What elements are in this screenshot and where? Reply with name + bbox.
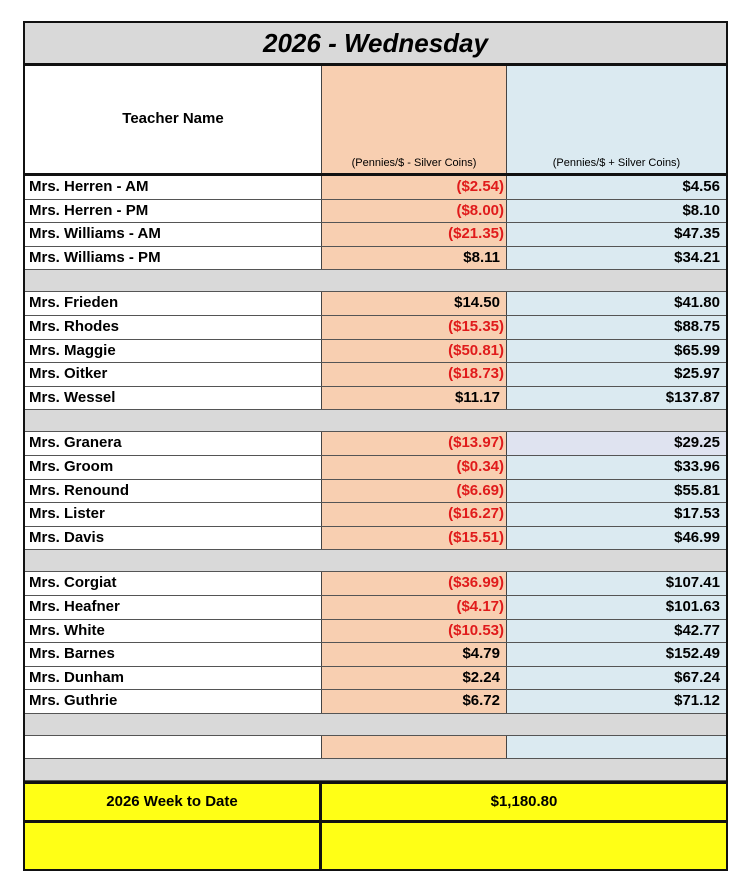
plus-amount-cell[interactable]: $107.41 — [507, 572, 726, 595]
minus-amount-cell[interactable]: ($16.27) — [322, 503, 507, 526]
minus-amount-cell[interactable]: ($0.34) — [322, 456, 507, 479]
minus-amount-cell[interactable]: ($15.35) — [322, 316, 507, 339]
plus-amount-cell[interactable]: $88.75 — [507, 316, 726, 339]
plus-amount-cell[interactable]: $33.96 — [507, 456, 726, 479]
teacher-name-cell[interactable]: Mrs. Barnes — [25, 643, 322, 666]
plus-amount-cell[interactable]: $4.56 — [507, 176, 726, 199]
plus-amount-cell[interactable]: $137.87 — [507, 387, 726, 410]
teacher-name-cell[interactable]: Mrs. White — [25, 620, 322, 643]
minus-amount-cell[interactable]: ($15.51) — [322, 527, 507, 550]
empty-summary-cell — [25, 823, 322, 869]
plus-amount-cell[interactable]: $29.25 — [507, 432, 726, 455]
separator-row — [25, 410, 726, 432]
teacher-name-cell[interactable]: Mrs. Davis — [25, 527, 322, 550]
minus-amount-cell[interactable]: $11.17 — [322, 387, 507, 410]
plus-amount-cell[interactable]: $152.49 — [507, 643, 726, 666]
table-row — [25, 643, 726, 667]
table-row — [25, 247, 726, 271]
plus-amount-cell[interactable]: $55.81 — [507, 480, 726, 503]
plus-amount-cell[interactable]: $25.97 — [507, 363, 726, 386]
teacher-name-cell[interactable]: Mrs. Heafner — [25, 596, 322, 619]
plus-amount-cell[interactable]: $41.80 — [507, 292, 726, 315]
plus-amount-cell[interactable]: $46.99 — [507, 527, 726, 550]
separator-row — [25, 270, 726, 292]
teacher-name-header: Teacher Name — [25, 66, 322, 173]
teacher-name-cell[interactable]: Mrs. Corgiat — [25, 572, 322, 595]
table-row — [25, 596, 726, 620]
separator-row — [25, 714, 726, 736]
minus-amount-cell[interactable]: $6.72 — [322, 690, 507, 713]
empty-summary-cell — [322, 823, 726, 869]
teacher-name-cell[interactable]: Mrs. Williams - AM — [25, 223, 322, 246]
teacher-name-cell[interactable]: Mrs. Wessel — [25, 387, 322, 410]
week-to-date-label: 2026 Week to Date — [25, 784, 322, 820]
table-row — [25, 503, 726, 527]
minus-amount-cell[interactable] — [322, 736, 507, 759]
minus-amount-cell[interactable]: ($8.00) — [322, 200, 507, 223]
week-to-date-row — [25, 781, 726, 820]
teacher-name-cell[interactable]: Mrs. Lister — [25, 503, 322, 526]
teacher-name-cell[interactable]: Mrs. Guthrie — [25, 690, 322, 713]
teacher-name-cell[interactable] — [25, 736, 322, 759]
plus-amount-cell[interactable]: $67.24 — [507, 667, 726, 690]
table-body — [25, 176, 726, 759]
minus-amount-cell[interactable]: ($4.17) — [322, 596, 507, 619]
table-row — [25, 620, 726, 644]
plus-column-header: (Pennies/$ + Silver Coins) — [507, 66, 726, 173]
header-row — [25, 66, 726, 176]
teacher-name-cell[interactable]: Mrs. Granera — [25, 432, 322, 455]
minus-amount-cell[interactable]: $8.11 — [322, 247, 507, 270]
minus-amount-cell[interactable]: ($18.73) — [322, 363, 507, 386]
table-row — [25, 387, 726, 411]
plus-amount-cell[interactable]: $8.10 — [507, 200, 726, 223]
table-row — [25, 667, 726, 691]
teacher-name-cell[interactable]: Mrs. Herren - PM — [25, 200, 322, 223]
minus-amount-cell[interactable]: ($13.97) — [322, 432, 507, 455]
plus-amount-cell[interactable]: $47.35 — [507, 223, 726, 246]
table-row — [25, 316, 726, 340]
teacher-name-cell[interactable]: Mrs. Maggie — [25, 340, 322, 363]
table-row — [25, 223, 726, 247]
minus-amount-cell[interactable]: $2.24 — [322, 667, 507, 690]
table-row — [25, 572, 726, 596]
plus-amount-cell[interactable]: $101.63 — [507, 596, 726, 619]
minus-amount-cell[interactable]: ($50.81) — [322, 340, 507, 363]
teacher-name-cell[interactable]: Mrs. Williams - PM — [25, 247, 322, 270]
table-row — [25, 736, 726, 760]
plus-amount-cell[interactable]: $65.99 — [507, 340, 726, 363]
table-row — [25, 480, 726, 504]
teacher-name-cell[interactable]: Mrs. Frieden — [25, 292, 322, 315]
minus-amount-cell[interactable]: ($10.53) — [322, 620, 507, 643]
teacher-name-cell[interactable]: Mrs. Rhodes — [25, 316, 322, 339]
teacher-name-cell[interactable]: Mrs. Groom — [25, 456, 322, 479]
minus-amount-cell[interactable]: $14.50 — [322, 292, 507, 315]
minus-amount-cell[interactable]: ($21.35) — [322, 223, 507, 246]
plus-amount-cell[interactable]: $34.21 — [507, 247, 726, 270]
table-row — [25, 363, 726, 387]
table-row — [25, 527, 726, 551]
plus-amount-cell[interactable]: $17.53 — [507, 503, 726, 526]
plus-amount-cell[interactable]: $71.12 — [507, 690, 726, 713]
table-row — [25, 340, 726, 364]
table-row — [25, 176, 726, 200]
table-row — [25, 690, 726, 714]
teacher-name-cell[interactable]: Mrs. Oitker — [25, 363, 322, 386]
minus-column-header: (Pennies/$ - Silver Coins) — [322, 66, 507, 173]
table-row — [25, 292, 726, 316]
teacher-name-cell[interactable]: Mrs. Dunham — [25, 667, 322, 690]
plus-amount-cell[interactable]: $42.77 — [507, 620, 726, 643]
teacher-name-cell[interactable]: Mrs. Renound — [25, 480, 322, 503]
table-row — [25, 456, 726, 480]
minus-amount-cell[interactable]: ($2.54) — [322, 176, 507, 199]
separator-row — [25, 759, 726, 781]
tally-sheet — [23, 21, 728, 871]
minus-amount-cell[interactable]: $4.79 — [322, 643, 507, 666]
separator-row — [25, 550, 726, 572]
minus-amount-cell[interactable]: ($36.99) — [322, 572, 507, 595]
week-to-date-total: $1,180.80 — [490, 793, 558, 811]
teacher-name-cell[interactable]: Mrs. Herren - AM — [25, 176, 322, 199]
empty-summary-row — [25, 820, 726, 869]
table-row — [25, 432, 726, 456]
minus-amount-cell[interactable]: ($6.69) — [322, 480, 507, 503]
plus-amount-cell[interactable] — [507, 736, 726, 759]
table-row — [25, 200, 726, 224]
sheet-title: 2026 - Wednesday — [25, 23, 726, 66]
